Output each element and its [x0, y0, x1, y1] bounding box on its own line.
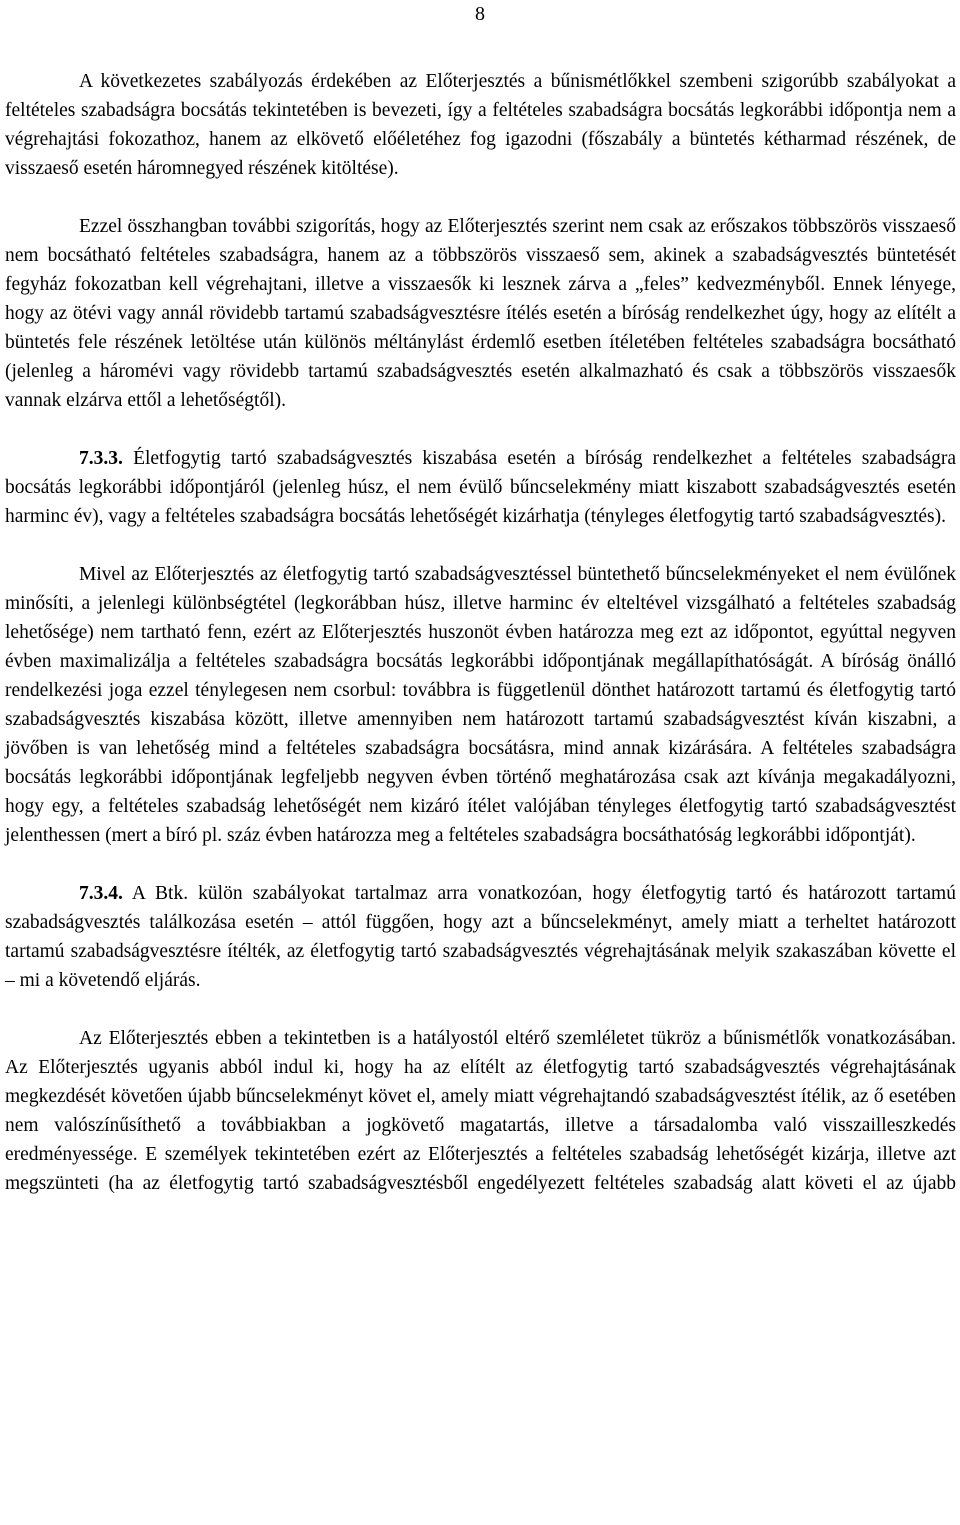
section-number: 7.3.3. — [79, 448, 123, 469]
page-number: 8 — [475, 3, 485, 25]
paragraph-text: Életfogytig tartó szabadságvesztés kiszabása esetén a bíróság rendelkezhet a feltételes szabadságra bocsátás legkorábbi időpontjáról (jelenleg húsz, el nem évülő bűncselekmény miatt kiszabott szabadságvesztés esetén harminc év), vagy a feltételes szabadságra bocsátás lehetőségét kizárhatja (tényleges életfogytig tartó szabadságvesztés). — [5, 448, 956, 527]
paragraph-text: A következetes szabályozás érdekében az Előterjesztés a bűnismétlőkkel szembeni szigorúbb szabályokat a feltételes szabadságra bocsátás tekintetében is bevezeti, így a feltételes szabadságra bocsátás legkorábbi időpontja nem a végrehajtási fokozathoz, hanem az elkövető előéletéhez fog igazodni (főszabály a büntetés kétharmad részének, de visszaeső esetén háromnegyed részének kitöltése). — [5, 71, 956, 179]
paragraph-recidivist-approach — [5, 1024, 956, 1198]
paragraph-text: Ezzel összhangban további szigorítás, hogy az Előterjesztés szerint nem csak az erőszakos többszörös visszaeső nem bocsátható feltételes szabadságra, hanem az a többszörös visszaeső sem, akinek a szabadságvesztés büntetését fegyház fokozatban kell végrehajtani, illetve a visszaesők ki lesznek zárva a „feles” kedvezményből. Ennek lényege, hogy az ötévi vagy annál rövidebb tartamú szabadságvesztésre ítélés esetén a bíróság rendelkezhet úgy, hogy az elítélt a büntetés fele részének letöltése után különös méltánylást érdemlő esetben ítéletében feltételes szabadságra bocsátható (jelenleg a háromévi vagy rövidebb tartamú szabadságvesztés esetén alkalmazható és csak a többszörös visszaesők vannak elzárva ettől a lehetőségtől). — [5, 216, 956, 411]
paragraph-further-tightening — [5, 212, 956, 415]
paragraph-section-7-3-3 — [5, 444, 956, 531]
paragraph-text: A Btk. külön szabályokat tartalmaz arra vonatkozóan, hogy életfogytig tartó és határozott tartamú szabadságvesztés találkozása esetén – attól függően, hogy azt a bűncselekményt, amely miatt a terheltet határozott tartamú szabadságvesztésre ítélték, az életfogytig tartó szabadságvesztés végrehajtásának melyik szakaszában követte el – mi a követendő eljárás. — [5, 883, 956, 991]
paragraph-section-7-3-4 — [5, 879, 956, 995]
paragraph-conditional-release-rules — [5, 67, 956, 183]
paragraph-text: Mivel az Előterjesztés az életfogytig tartó szabadságvesztéssel büntethető bűncselekményeket el nem évülőnek minősíti, a jelenlegi különbségtétel (legkorábban húsz, illetve harminc év elteltével vizsgálható a feltételes szabadság lehetősége) nem tartható fenn, ezért az Előterjesztés huszonöt évben határozza meg ezt az időpontot, egyúttal negyven évben maximalizálja a feltételes szabadságra bocsátás legkorábbi időpontjának megállapíthatóságát. A bíróság önálló rendelkezési joga ezzel ténylegesen nem csorbul: továbbra is függetlenül dönthet határozott tartamú és életfogytig tartó szabadságvesztés kiszabása között, illetve amennyiben nem határozott tartamú szabadságvesztést kíván kiszabni, a jövőben is van lehetőség mind a feltételes szabadságra bocsátásra, mind annak kizárására. A feltételes szabadságra bocsátás legkorábbi időpontjának legfeljebb negyven évben történő meghatározása csak azt kívánja megakadályozni, hogy egy, a feltételes szabadság lehetőségét nem kizáró ítélet valójában tényleges életfogytig tartó szabadságvesztést jelenthessen (mert a bíró pl. száz évben határozza meg a feltételes szabadságra bocsáthatóság legkorábbi időpontját). — [5, 564, 956, 846]
section-number: 7.3.4. — [79, 883, 123, 904]
paragraph-text: Az Előterjesztés ebben a tekintetben is a hatályostól eltérő szemléletet tükröz a bűnismétlők vonatkozásában. Az Előterjesztés ugyanis abból indul ki, hogy ha az elítélt az életfogytig tartó szabadságvesztés végrehajtásának megkezdését követően újabb bűncselekményt követ el, amely miatt végrehajtandó szabadságvesztést ítélik, az ő esetében nem valószínűsíthető a továbbiakban a jogkövető magatartás, illetve a társadalomba való visszailleszkedés eredményessége. E személyek tekintetében ezért az Előterjesztés a feltételes szabadság lehetőségét kizárja, illetve azt megszünteti (ha az életfogytig tartó szabadságvesztésből engedélyezett feltételes szabadság alatt követi el az újabb — [5, 1028, 956, 1194]
paragraph-life-imprisonment-explanation — [5, 560, 956, 850]
document-body — [5, 67, 956, 1198]
